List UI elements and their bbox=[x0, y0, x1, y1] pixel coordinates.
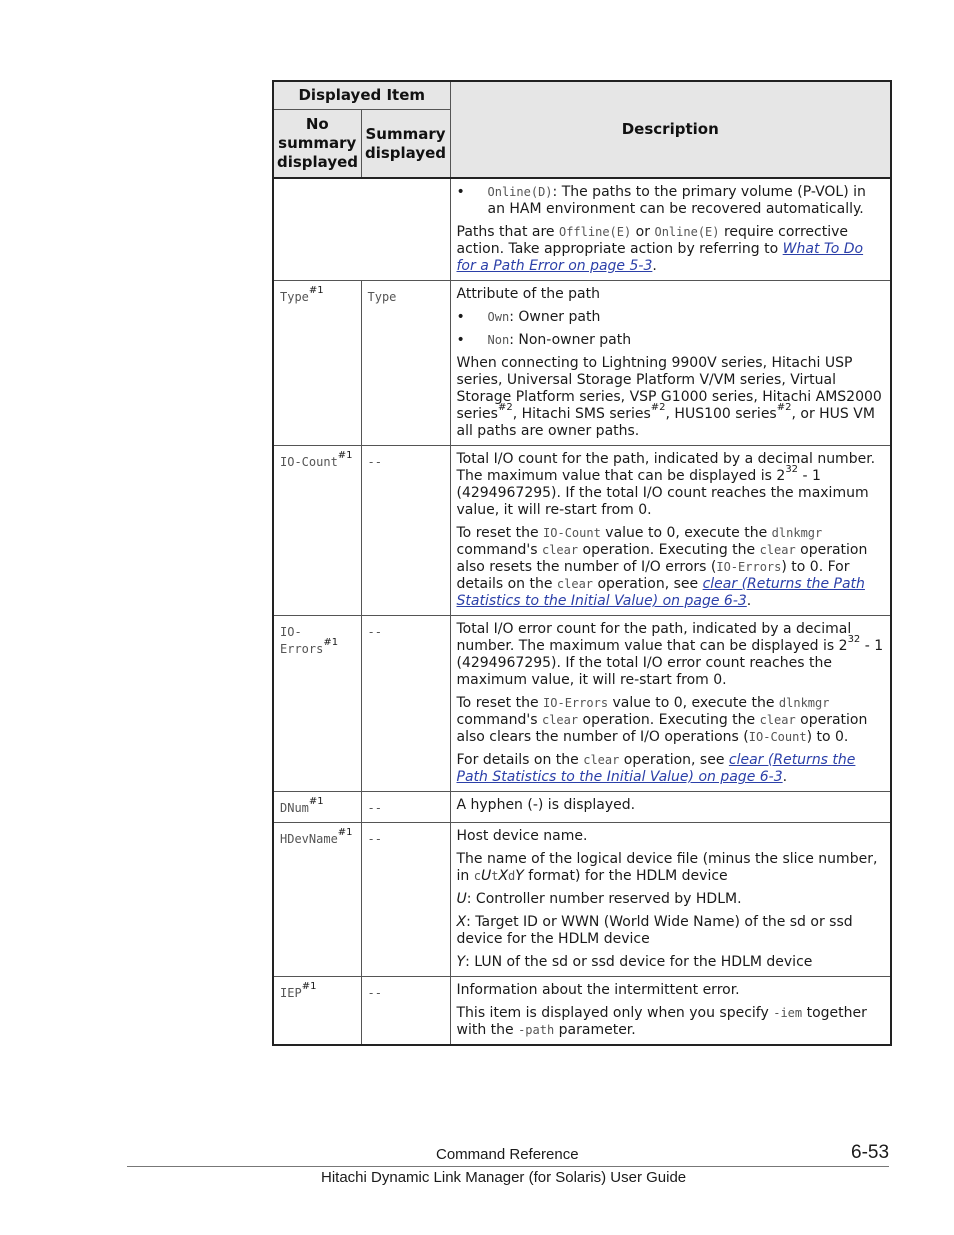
summary-name: -- bbox=[367, 986, 382, 1000]
footnote-ref: #2 bbox=[650, 402, 666, 414]
empty-cell bbox=[273, 178, 450, 281]
description-cell bbox=[450, 281, 891, 446]
text: : LUN of the sd or ssd device for the HDLM device bbox=[465, 954, 813, 970]
text: To reset the bbox=[456, 525, 544, 541]
cross-reference-link[interactable]: clear (Returns the Path Statistics to the Initial Value) on page 6-3 bbox=[456, 576, 865, 609]
table-row bbox=[273, 792, 891, 823]
bullet-text: : Non-owner path bbox=[509, 332, 632, 348]
item-name: IEP bbox=[280, 986, 302, 1000]
paragraph: Host device name. bbox=[456, 828, 588, 844]
footnote-ref: #2 bbox=[776, 402, 792, 414]
footnote-ref: #2 bbox=[497, 402, 513, 414]
text: parameter. bbox=[554, 1022, 636, 1038]
text: operation also resets the number of I/O errors ( bbox=[456, 542, 868, 575]
attribute-table bbox=[272, 80, 892, 1046]
header-no-summary: No summary displayed bbox=[273, 110, 361, 179]
variable: X bbox=[456, 914, 467, 930]
variable: U bbox=[480, 868, 492, 884]
cross-reference-link[interactable]: What To Do for a Path Error on page 5-3 bbox=[456, 241, 864, 274]
paragraph bbox=[457, 914, 886, 948]
code-text: Online(E) bbox=[654, 225, 720, 239]
code-text: clear bbox=[541, 543, 579, 557]
bullet-icon: • bbox=[456, 184, 465, 200]
bullet-text: : Owner path bbox=[509, 309, 601, 325]
code-text: -path bbox=[518, 1023, 555, 1037]
text: To reset the bbox=[456, 695, 544, 711]
variable: Y bbox=[515, 868, 524, 884]
text: . bbox=[782, 769, 788, 785]
bullet-icon: • bbox=[456, 332, 465, 348]
item-name: Type bbox=[280, 290, 309, 304]
description-cell bbox=[450, 977, 891, 1046]
text: . bbox=[652, 258, 657, 274]
code-text: Offline(E) bbox=[558, 225, 632, 239]
text: - 1 (4294967295). If the total I/O count reaches the maximum value, it will re-start from 0. bbox=[456, 468, 869, 518]
text: - 1 (4294967295). If the total I/O error count reaches the maximum value, it will re-start from 0. bbox=[456, 638, 884, 688]
text: ) to 0. bbox=[806, 729, 849, 745]
text: , or HUS VM all paths are owner paths. bbox=[456, 406, 875, 439]
paragraph bbox=[457, 954, 886, 971]
code-text: dlnkmgr bbox=[778, 696, 830, 710]
description-cell bbox=[450, 616, 891, 792]
summary-name: -- bbox=[367, 801, 382, 815]
header-summary: Summary displayed bbox=[361, 110, 450, 179]
table-row bbox=[273, 178, 891, 281]
code-text: IO-Errors bbox=[543, 696, 609, 710]
code-text: IO-Count bbox=[543, 526, 601, 540]
code-text: clear bbox=[759, 713, 796, 727]
header-description: Description bbox=[450, 81, 891, 178]
item-cell bbox=[273, 792, 361, 823]
code-text: clear bbox=[583, 753, 620, 767]
text: operation. Executing the bbox=[578, 712, 760, 728]
text: operation, see bbox=[593, 576, 703, 592]
summary-cell bbox=[361, 823, 450, 977]
summary-name: Type bbox=[367, 290, 397, 304]
paragraph: Information about the intermittent error. bbox=[456, 982, 740, 998]
footer-guide-title: Hitachi Dynamic Link Manager (for Solaris) User Guide bbox=[321, 1169, 687, 1186]
description-cell bbox=[450, 823, 891, 977]
paragraph: Attribute of the path bbox=[456, 286, 600, 302]
text: require corrective action. Take appropriate action by referring to bbox=[456, 224, 848, 257]
code-text: t bbox=[491, 869, 499, 883]
paragraph bbox=[457, 695, 886, 746]
code-text: c bbox=[473, 869, 481, 883]
item-cell bbox=[273, 823, 361, 977]
summary-cell bbox=[361, 616, 450, 792]
code-text: d bbox=[508, 869, 516, 883]
paragraph bbox=[457, 621, 886, 689]
text: , HUS100 series bbox=[665, 406, 777, 422]
list-item bbox=[457, 309, 886, 326]
paragraph bbox=[457, 851, 886, 885]
text: value to 0, execute the bbox=[608, 695, 779, 711]
paragraph bbox=[457, 525, 886, 610]
item-cell bbox=[273, 616, 361, 792]
text: value to 0, execute the bbox=[600, 525, 772, 541]
description-cell bbox=[450, 792, 891, 823]
footnote-ref: #1 bbox=[337, 450, 353, 462]
text: command's bbox=[456, 712, 542, 728]
cross-reference-link[interactable]: clear (Returns the Path Statistics to the Initial Value) on page 6-3 bbox=[456, 752, 856, 785]
summary-cell bbox=[361, 977, 450, 1046]
superscript: 32 bbox=[847, 634, 861, 646]
table-row bbox=[273, 977, 891, 1046]
text: or bbox=[631, 224, 655, 240]
footnote-ref: #1 bbox=[301, 981, 317, 993]
paragraph bbox=[457, 1005, 886, 1039]
table-row bbox=[273, 616, 891, 792]
list-item bbox=[457, 332, 886, 349]
item-cell bbox=[273, 281, 361, 446]
item-cell bbox=[273, 446, 361, 616]
code-text: Own bbox=[487, 310, 510, 324]
paragraph bbox=[457, 355, 886, 440]
text: operation, see bbox=[619, 752, 729, 768]
variable: X bbox=[498, 868, 509, 884]
text: Total I/O count for the path, indicated by a decimal number. The maximum value that can be displayed is 2 bbox=[456, 451, 876, 484]
text: operation. Executing the bbox=[578, 542, 760, 558]
superscript: 32 bbox=[785, 464, 799, 476]
bullet-icon: • bbox=[456, 309, 465, 325]
item-name: DNum bbox=[280, 801, 309, 815]
text: The name of the logical device file (minus the slice number, in bbox=[456, 851, 878, 884]
footer-divider bbox=[127, 1166, 889, 1167]
text: When connecting to Lightning 9900V series, Hitachi USP series, Universal Storage Platform V/VM series, Virtual Storage Platform series, VSP G1000 series, Hitachi AMS2000 series bbox=[456, 355, 882, 422]
description-cell bbox=[450, 178, 891, 281]
summary-name: -- bbox=[367, 625, 382, 639]
description-cell bbox=[450, 446, 891, 616]
code-text: IO-Count bbox=[748, 730, 807, 744]
text: For details on the bbox=[456, 752, 584, 768]
paragraph bbox=[457, 752, 886, 786]
code-text: clear bbox=[759, 543, 796, 557]
table-row bbox=[273, 823, 891, 977]
footer-section-title: Command Reference bbox=[436, 1146, 579, 1163]
summary-name: -- bbox=[367, 455, 382, 469]
footnote-ref: #1 bbox=[337, 827, 353, 839]
header-displayed-item: Displayed Item bbox=[273, 81, 450, 110]
item-cell bbox=[273, 977, 361, 1046]
code-text: -iem bbox=[773, 1006, 803, 1020]
text: command's bbox=[456, 542, 542, 558]
code-text: dlnkmgr bbox=[771, 526, 823, 540]
text: . bbox=[746, 593, 752, 609]
summary-cell bbox=[361, 446, 450, 616]
code-text: Non bbox=[487, 333, 510, 347]
text: Paths that are bbox=[456, 224, 559, 240]
footnote-ref: #1 bbox=[323, 637, 339, 649]
variable: Y bbox=[456, 954, 466, 970]
text: together with the bbox=[456, 1005, 867, 1038]
paragraph: A hyphen (-) is displayed. bbox=[456, 797, 636, 813]
item-name: IO-Count bbox=[280, 455, 338, 469]
code-text: Online(D) bbox=[487, 185, 553, 199]
paragraph bbox=[457, 891, 886, 908]
summary-name: -- bbox=[367, 832, 382, 846]
item-name: HDevName bbox=[280, 832, 338, 846]
code-text: IO-Errors bbox=[716, 560, 782, 574]
text: Total I/O error count for the path, indicated by a decimal number. The maximum value that can be displayed is 2 bbox=[456, 621, 852, 654]
page-number: 6-53 bbox=[851, 1142, 890, 1163]
table-row bbox=[273, 446, 891, 616]
item-name: IO-Errors bbox=[280, 625, 324, 656]
table-header bbox=[273, 81, 891, 178]
text: , Hitachi SMS series bbox=[512, 406, 651, 422]
code-text: clear bbox=[541, 713, 579, 727]
table-row bbox=[273, 281, 891, 446]
list-item bbox=[457, 184, 886, 218]
summary-cell bbox=[361, 281, 450, 446]
text: : Target ID or WWN (World Wide Name) of the sd or ssd device for the HDLM device bbox=[456, 914, 853, 947]
text: operation also clears the number of I/O operations ( bbox=[456, 712, 868, 745]
paragraph bbox=[457, 451, 886, 519]
text: : Controller number reserved by HDLM. bbox=[466, 891, 742, 907]
code-text: clear bbox=[556, 577, 594, 591]
text: This item is displayed only when you specify bbox=[456, 1005, 774, 1021]
bullet-text: : The paths to the primary volume (P-VOL) in an HAM environment can be recovered automatically. bbox=[487, 184, 866, 217]
variable: U bbox=[456, 891, 467, 907]
footnote-ref: #1 bbox=[308, 285, 324, 297]
paragraph bbox=[457, 224, 886, 275]
text: format) for the HDLM device bbox=[523, 868, 728, 884]
summary-cell bbox=[361, 792, 450, 823]
footnote-ref: #1 bbox=[308, 796, 324, 808]
text: ) to 0. For details on the bbox=[456, 559, 850, 592]
